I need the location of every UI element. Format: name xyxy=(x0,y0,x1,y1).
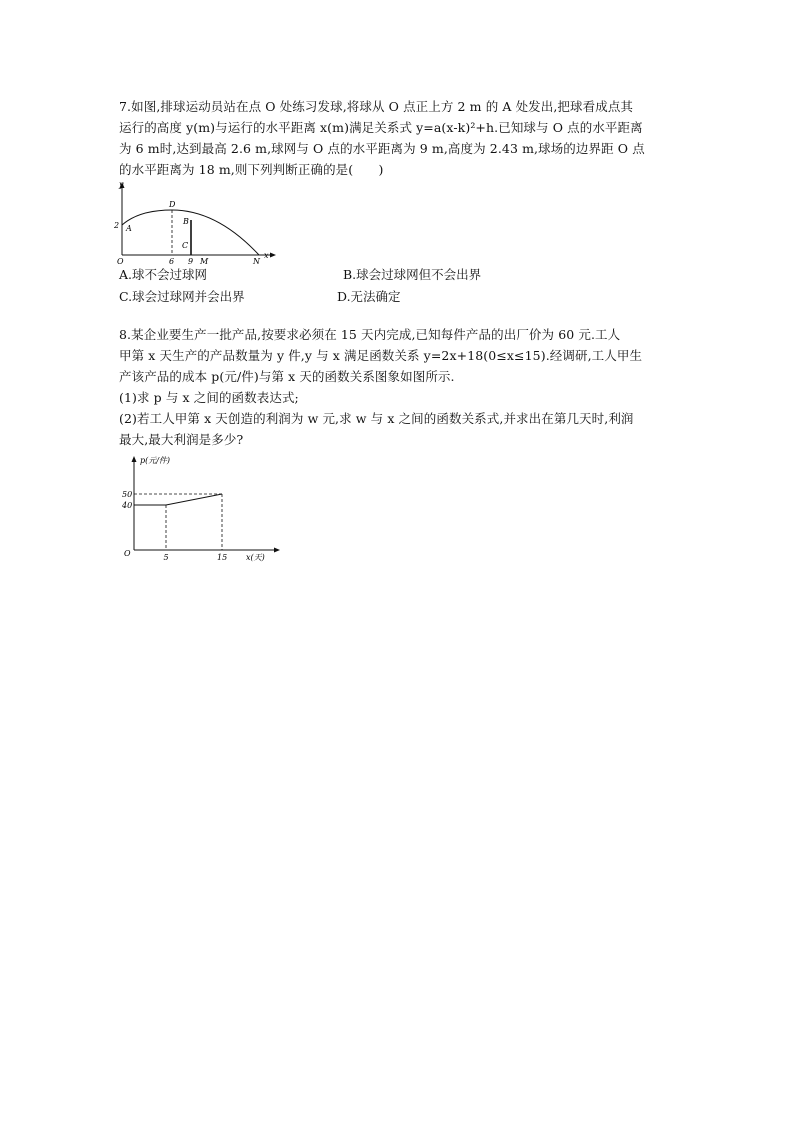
q7-option-b[interactable]: B.球会过球网但不会出界 xyxy=(343,267,482,282)
q7-label-origin: O xyxy=(117,257,124,266)
q8-line-3: 产该产品的成本 p(元/件)与第 x 天的函数关系图象如图所示. xyxy=(119,369,455,384)
q7-x-axis-arrow-icon xyxy=(270,253,276,258)
q8-cost-line xyxy=(134,494,222,505)
q7-label-n: N xyxy=(253,257,260,266)
q7-label-x: x xyxy=(264,251,269,260)
q7-label-d: D xyxy=(169,200,176,209)
q8-line-4: (1)求 p 与 x 之间的函数表达式; xyxy=(119,390,299,405)
q7-label-m: M xyxy=(200,257,209,266)
question-7-text xyxy=(119,96,679,180)
q7-tick-9: 9 xyxy=(188,257,194,266)
q7-label-y: y xyxy=(119,180,124,189)
q8-y-tick-50: 50 xyxy=(122,490,133,499)
q7-label-a: A xyxy=(126,224,132,233)
q8-x-tick-15: 15 xyxy=(217,553,228,562)
question-8-text xyxy=(119,324,679,450)
q8-y-axis-label: p(元/件) xyxy=(140,456,171,465)
q7-option-a[interactable]: A.球不会过球网 xyxy=(119,267,208,282)
q7-line-2: 运行的高度 y(m)与运行的水平距离 x(m)满足关系式 y=a(x-k)²+h.已知球与 O 点的水平距离 xyxy=(119,120,643,135)
q8-x-axis-label: x(天) xyxy=(246,553,265,562)
q8-x-tick-5: 5 xyxy=(163,553,169,562)
q8-line-6: 最大,最大利润是多少? xyxy=(119,432,244,447)
q8-origin-label: O xyxy=(124,549,131,558)
q8-line-5: (2)若工人甲第 x 天创造的利润为 w 元,求 w 与 x 之间的函数关系式,并求出在第几天时,利润 xyxy=(119,411,634,426)
q8-tick-labels xyxy=(121,490,227,562)
q7-label-b: B xyxy=(183,217,189,226)
q8-line-1: 8.某企业要生产一批产品,按要求必须在 15 天内完成,已知每件产品的出厂价为 60 元.工人 xyxy=(119,327,621,342)
q7-line-4: 的水平距离为 18 m,则下列判断正确的是( ) xyxy=(119,162,384,177)
q7-option-d[interactable]: D.无法确定 xyxy=(337,289,401,304)
q7-line-3: 为 6 m时,达到最高 2.6 m,球网与 O 点的水平距离为 9 m,高度为 2.43 m,球场的边界距 O 点 xyxy=(119,141,645,156)
q7-line-1: 7.如图,排球运动员站在点 O 处练习发球,将球从 O 点正上方 2 m 的 A 处发出,把球看成点其 xyxy=(119,99,634,114)
q8-x-axis-arrow-icon xyxy=(274,548,280,553)
q8-cost-chart xyxy=(116,452,286,568)
q7-option-c[interactable]: C.球会过球网并会出界 xyxy=(119,289,245,304)
q7-trajectory-figure xyxy=(112,178,282,266)
q7-label-c: C xyxy=(182,241,189,250)
q8-y-tick-40: 40 xyxy=(122,501,133,510)
q8-y-axis-arrow-icon xyxy=(132,456,137,462)
q8-line-2: 甲第 x 天生产的产品数量为 y 件,y 与 x 满足函数关系 y=2x+18(0≤x≤15).经调研,工人甲生 xyxy=(119,348,643,363)
q7-tick-6: 6 xyxy=(169,257,175,266)
q7-tick-2: 2 xyxy=(114,221,120,230)
